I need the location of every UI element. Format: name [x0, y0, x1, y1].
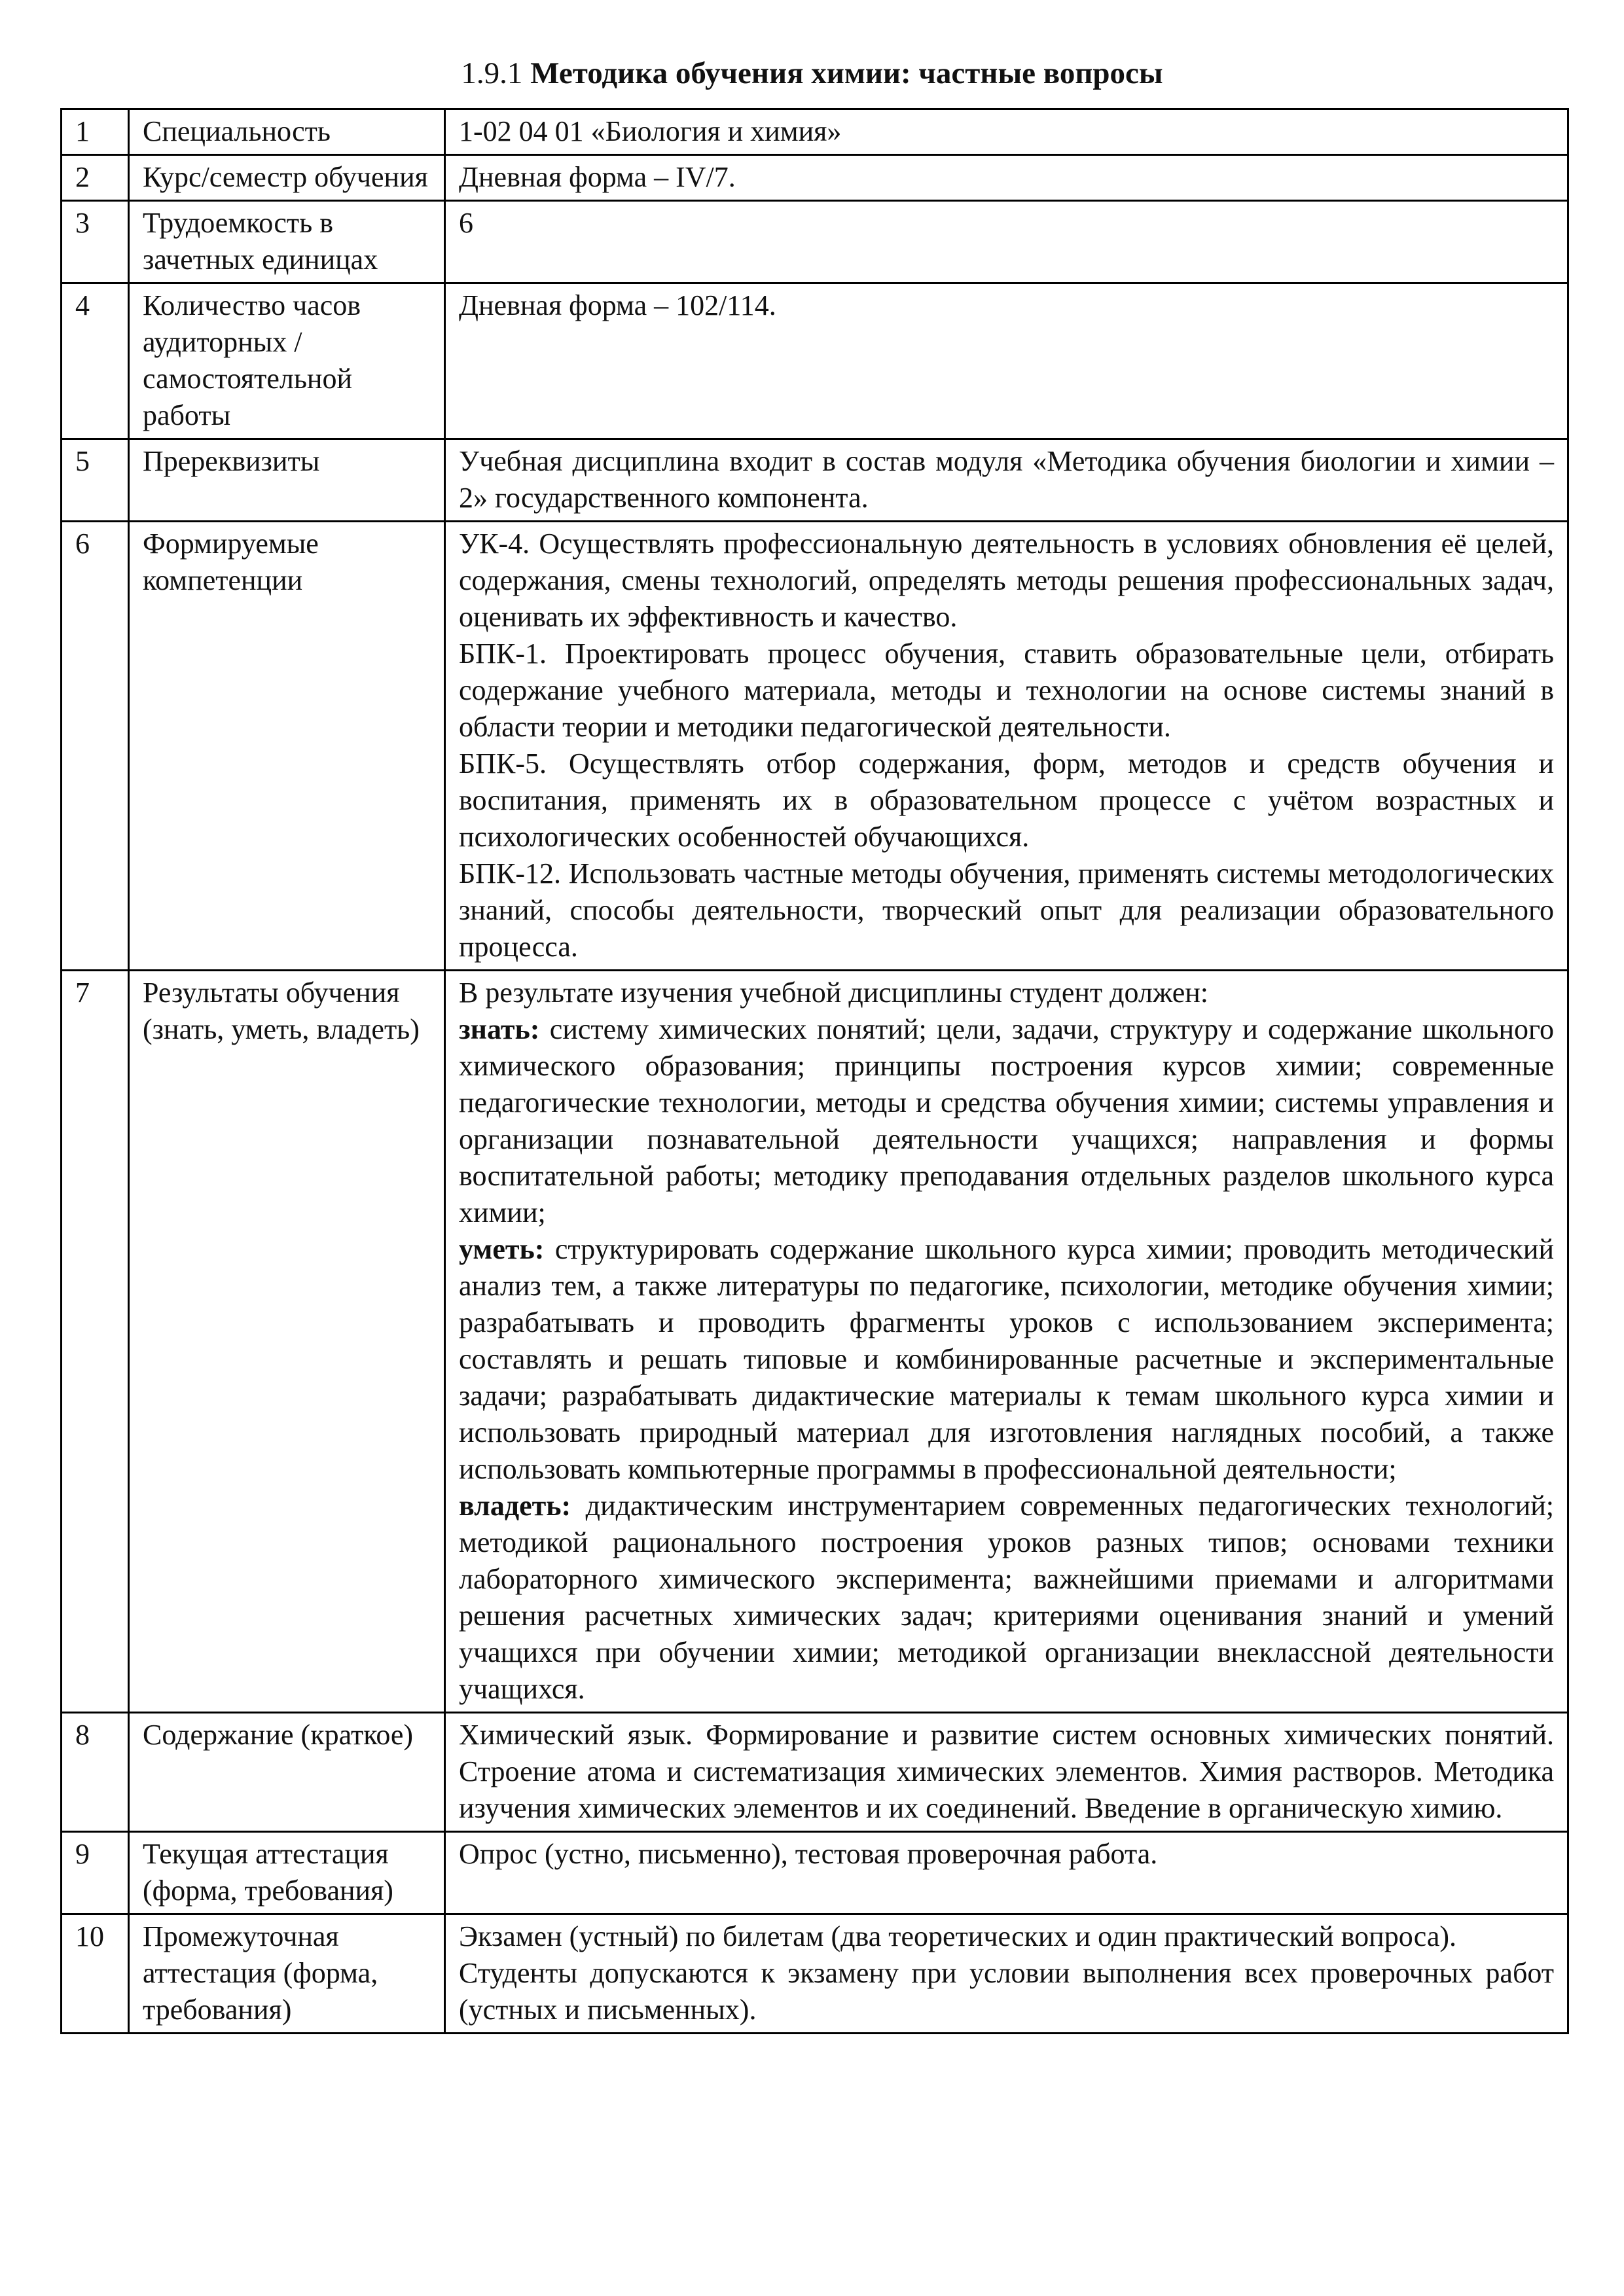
row-label: Содержание (краткое)	[129, 1713, 445, 1832]
syllabus-table	[60, 108, 1569, 2034]
row-value	[445, 439, 1568, 522]
can-label: уметь:	[459, 1233, 545, 1265]
competence-uk4: УК-4. Осуществлять профессиональную деятельность в условиях обновления её целей, содержания, смены технологий, определять методы решения профессиональных задач, оценивать их эффективность и качество.	[459, 528, 1554, 633]
value-text: Химический язык. Формирование и развитие систем основных химических понятий. Строение атома и систематизация химических элементов. Химия растворов. Методика изучения химических элементов и их соединений. Введение в органическую химию.	[459, 1719, 1554, 1824]
competence-bpk1: БПК-1. Проектировать процесс обучения, ставить образовательные цели, отбирать содержание учебного материала, методы и технологии на основе системы знаний в области теории и методики педагогической деятельности.	[459, 637, 1554, 743]
row-label: Промежуточная аттестация (форма, требования)	[129, 1914, 445, 2034]
results-can	[459, 1231, 1554, 1488]
exam-text: Экзамен (устный) по билетам (два теоретических и один практический вопроса).	[459, 1920, 1457, 1952]
competence-bpk12: БПК-12. Использовать частные методы обучения, применять системы методологических знаний, способы деятельности, творческий опыт для реализации образовательного процесса.	[459, 857, 1554, 963]
value-text: Учебная дисциплина входит в состав модуля «Методика обучения биологии и химии – 2» государственного компонента.	[459, 445, 1554, 514]
table-row	[62, 283, 1568, 439]
table-row	[62, 155, 1568, 201]
row-number: 1	[62, 109, 129, 155]
row-label: Формируемые компетенции	[129, 522, 445, 971]
value-text: Дневная форма – IV/7.	[459, 161, 736, 193]
can-text: структурировать содержание школьного курса химии; проводить методический анализ тем, а также литературы по педагогике, психологии, методике обучения химии; разрабатывать и проводить фрагменты уроков с использованием эксперимента; составлять и решать типовые и комбинированные расчетные и экспериментальные задачи; разрабатывать дидактические материалы к темам школьного курса химии и использовать природный материал для изготовления наглядных пособий, а также использовать компьютерные программы в профессиональной деятельности;	[459, 1233, 1554, 1485]
row-number: 3	[62, 201, 129, 283]
table-row	[62, 1713, 1568, 1832]
row-value	[445, 522, 1568, 971]
value-text: 6	[459, 207, 473, 239]
row-label: Курс/семестр обучения	[129, 155, 445, 201]
own-label: владеть:	[459, 1490, 571, 1522]
results-intro: В результате изучения учебной дисциплины студент должен:	[459, 977, 1209, 1009]
row-number: 2	[62, 155, 129, 201]
row-label: Количество часов аудиторных / самостоятельной работы	[129, 283, 445, 439]
admission-text: Студенты допускаются к экзамену при условии выполнения всех проверочных работ (устных и письменных).	[459, 1957, 1554, 2026]
value-text: 1-02 04 01 «Биология и химия»	[459, 115, 842, 147]
row-number: 5	[62, 439, 129, 522]
table-row	[62, 439, 1568, 522]
value-text: Опрос (устно, письменно), тестовая проверочная работа.	[459, 1838, 1158, 1870]
row-value	[445, 1914, 1568, 2034]
table-row	[62, 109, 1568, 155]
own-text: дидактическим инструментарием современных педагогических технологий; методикой рационального построения уроков разных типов; основами техники лабораторного химического эксперимента; важнейшими приемами и алгоритмами решения расчетных химических задач; критериями оценивания знаний и умений учащихся при обучении химии; методикой организации внеклассной деятельности учащихся.	[459, 1490, 1554, 1705]
row-label: Специальность	[129, 109, 445, 155]
section-number: 1.9.1	[461, 56, 523, 90]
row-value	[445, 155, 1568, 201]
row-number: 8	[62, 1713, 129, 1832]
results-know	[459, 1011, 1554, 1231]
competence-bpk5: БПК-5. Осуществлять отбор содержания, форм, методов и средств обучения и воспитания, применять их в образовательном процессе с учётом возрастных и психологических особенностей обучающихся.	[459, 747, 1554, 853]
results-own	[459, 1488, 1554, 1708]
table-row	[62, 971, 1568, 1713]
row-value	[445, 1713, 1568, 1832]
row-number: 10	[62, 1914, 129, 2034]
row-value	[445, 1832, 1568, 1914]
row-label: Текущая аттестация (форма, требования)	[129, 1832, 445, 1914]
row-label: Результаты обучения (знать, уметь, владеть)	[129, 971, 445, 1713]
know-text: систему химических понятий; цели, задачи, структуру и содержание школьного химического образования; принципы построения курсов химии; современные педагогические технологии, методы и средства обучения химии; системы управления и организации познавательной деятельности учащихся; направления и формы воспитательной работы; методику преподавания отдельных разделов школьного курса химии;	[459, 1013, 1554, 1229]
row-number: 7	[62, 971, 129, 1713]
row-label: Трудоемкость в зачетных единицах	[129, 201, 445, 283]
table-row	[62, 201, 1568, 283]
row-value	[445, 109, 1568, 155]
row-label: Пререквизиты	[129, 439, 445, 522]
row-number: 9	[62, 1832, 129, 1914]
table-row	[62, 522, 1568, 971]
row-value	[445, 283, 1568, 439]
page-title	[0, 54, 1624, 93]
section-title: Методика обучения химии: частные вопросы	[530, 56, 1163, 90]
value-text: Дневная форма – 102/114.	[459, 289, 776, 321]
row-number: 6	[62, 522, 129, 971]
table-row	[62, 1914, 1568, 2034]
row-value	[445, 971, 1568, 1713]
row-number: 4	[62, 283, 129, 439]
table-row	[62, 1832, 1568, 1914]
row-value	[445, 201, 1568, 283]
know-label: знать:	[459, 1013, 540, 1045]
